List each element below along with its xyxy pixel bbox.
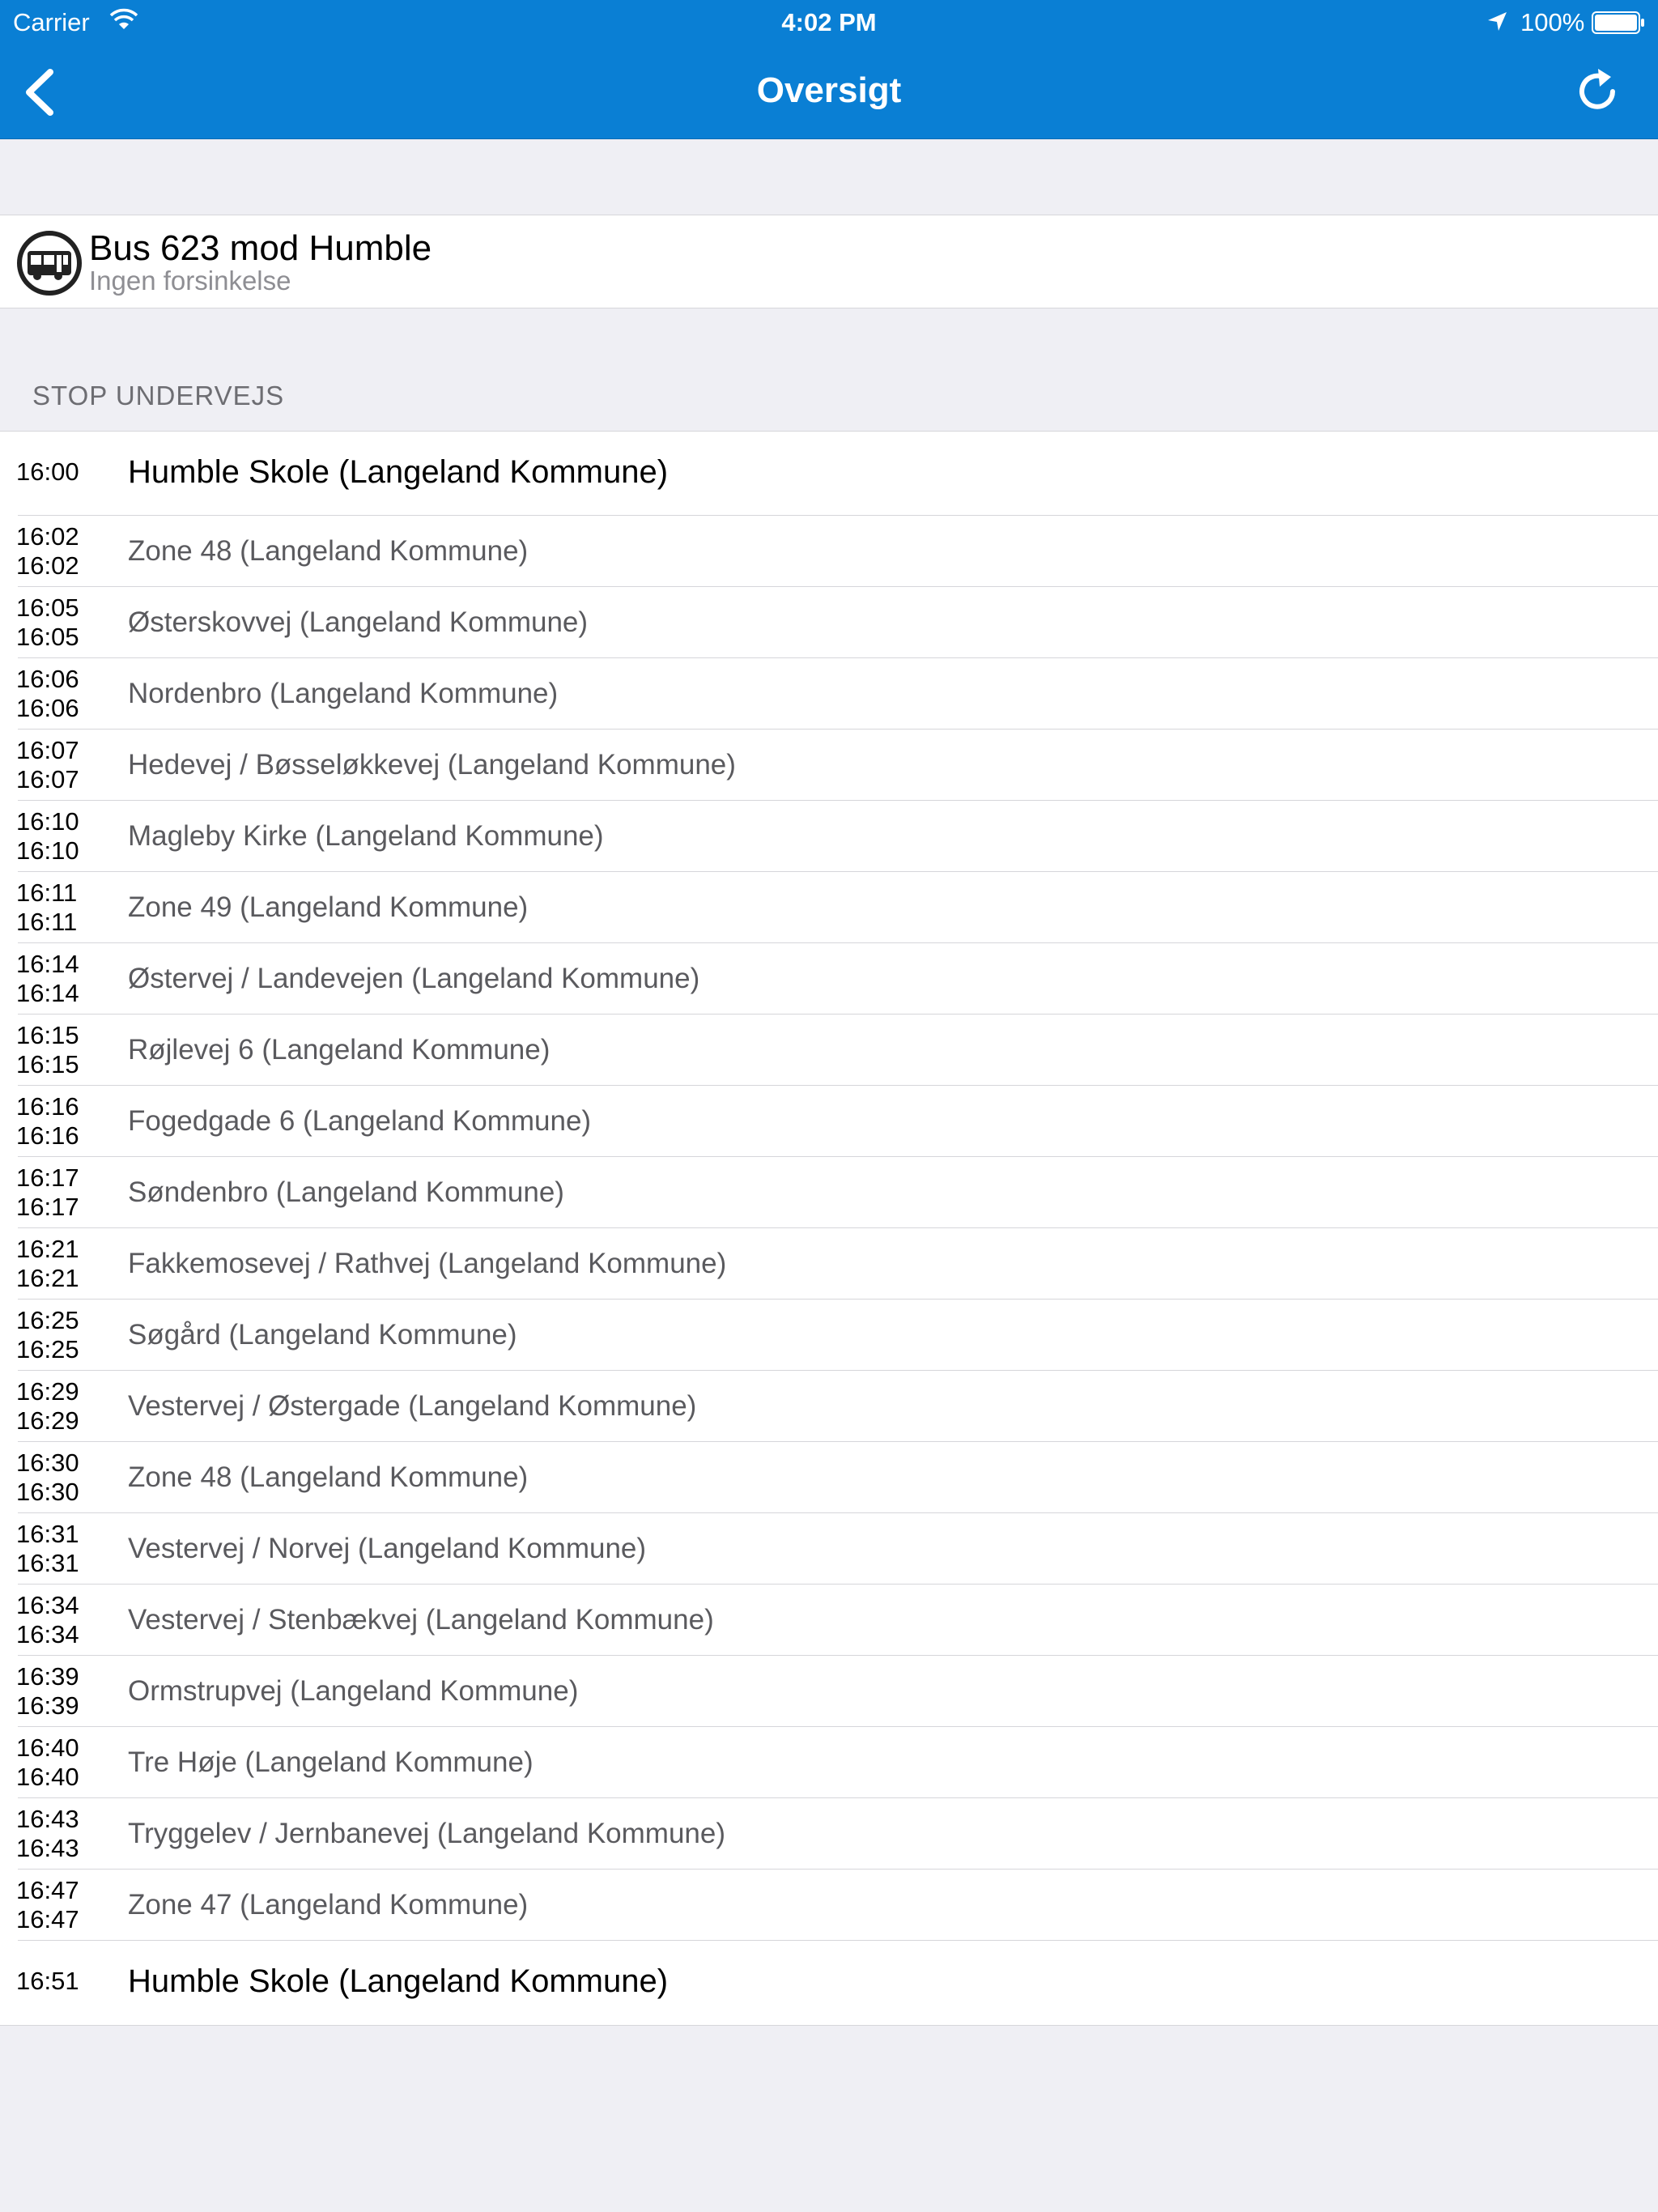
departure-time: 16:14 — [16, 979, 79, 1007]
arrival-time: 16:21 — [16, 1235, 79, 1263]
stop-times — [16, 1163, 79, 1222]
stop-times — [16, 950, 79, 1008]
bus-icon — [16, 230, 83, 296]
departure-time: 16:25 — [16, 1335, 79, 1363]
stop-name: Humble Skole (Langeland Kommune) — [128, 454, 669, 490]
stop-list — [0, 431, 1658, 2026]
departure-time: 16:43 — [16, 1834, 79, 1862]
stop-name: Røjlevej 6 (Langeland Kommune) — [128, 1034, 551, 1066]
departure-time: 16:02 — [16, 551, 79, 580]
stop-name: Vestervej / Norvej (Langeland Kommune) — [128, 1533, 647, 1564]
stop-row[interactable] — [0, 1727, 1658, 1798]
stop-times — [16, 1967, 79, 1996]
stop-row[interactable] — [0, 1513, 1658, 1585]
stop-row[interactable] — [0, 730, 1658, 801]
departure-time: 16:29 — [16, 1406, 79, 1435]
stop-name: Nordenbro (Langeland Kommune) — [128, 678, 559, 709]
stop-row-destination[interactable] — [0, 1941, 1658, 2025]
stop-name: Vestervej / Østergade (Langeland Kommune) — [128, 1390, 697, 1422]
stop-times — [16, 1733, 79, 1792]
arrival-time: 16:06 — [16, 665, 79, 693]
arrival-time: 16:34 — [16, 1591, 79, 1619]
arrival-time: 16:07 — [16, 736, 79, 764]
departure-time: 16:16 — [16, 1121, 79, 1150]
stop-times — [16, 1876, 79, 1934]
stop-name: Søgård (Langeland Kommune) — [128, 1319, 517, 1351]
stop-name: Zone 47 (Langeland Kommune) — [128, 1889, 529, 1921]
departure-time: 16:07 — [16, 765, 79, 793]
arrival-time: 16:17 — [16, 1163, 79, 1192]
stop-row[interactable] — [0, 1300, 1658, 1371]
battery-percent: 100% — [1520, 8, 1585, 36]
arrival-time: 16:30 — [16, 1448, 79, 1477]
stop-row[interactable] — [0, 1086, 1658, 1157]
arrival-time: 16:31 — [16, 1520, 79, 1548]
departure-time: 16:21 — [16, 1264, 79, 1292]
stop-row[interactable] — [0, 1228, 1658, 1300]
stop-times — [16, 878, 77, 937]
stop-row[interactable] — [0, 801, 1658, 872]
stop-times — [16, 1377, 79, 1436]
battery-icon — [1592, 11, 1645, 34]
status-bar — [0, 0, 1658, 45]
stop-times — [16, 1235, 79, 1293]
stop-times — [16, 1591, 79, 1649]
arrival-time: 16:40 — [16, 1733, 79, 1762]
stop-row[interactable] — [0, 1656, 1658, 1727]
stop-times — [16, 1662, 79, 1721]
departure-time: 16:10 — [16, 836, 79, 865]
stop-row[interactable] — [0, 1015, 1658, 1086]
stop-row[interactable] — [0, 1157, 1658, 1228]
departure-time: 16:30 — [16, 1478, 79, 1506]
stop-times — [16, 457, 79, 487]
departure-time: 16:47 — [16, 1905, 79, 1933]
arrival-time: 16:10 — [16, 807, 79, 836]
stop-name: Fakkemosevej / Rathvej (Langeland Kommune) — [128, 1248, 727, 1279]
stop-name: Østervej / Landevejen (Langeland Kommune) — [128, 963, 700, 994]
stop-times — [16, 522, 79, 581]
stop-row[interactable] — [0, 658, 1658, 730]
stop-row[interactable] — [0, 872, 1658, 943]
location-arrow-icon — [1485, 10, 1509, 34]
stop-name: Søndenbro (Langeland Kommune) — [128, 1176, 564, 1208]
departure-time: 16:15 — [16, 1050, 79, 1078]
stop-row[interactable] — [0, 587, 1658, 658]
arrival-time: 16:25 — [16, 1306, 79, 1334]
departure-time: 16:05 — [16, 623, 79, 651]
stop-row[interactable] — [0, 1371, 1658, 1442]
arrival-time: 16:05 — [16, 593, 79, 622]
stop-name: Tryggelev / Jernbanevej (Langeland Kommune) — [128, 1818, 726, 1849]
stop-times — [16, 1520, 79, 1578]
departure-time: 16:40 — [16, 1763, 79, 1791]
arrival-time: 16:14 — [16, 950, 79, 978]
stop-name: Fogedgade 6 (Langeland Kommune) — [128, 1105, 592, 1137]
stop-time: 16:51 — [16, 1967, 79, 1995]
stop-name: Vestervej / Stenbækvej (Langeland Kommune) — [128, 1604, 714, 1636]
refresh-icon[interactable] — [1571, 64, 1624, 117]
carrier-label: Carrier — [13, 8, 90, 36]
stop-name: Ormstrupvej (Langeland Kommune) — [128, 1675, 579, 1707]
arrival-time: 16:47 — [16, 1876, 79, 1904]
stop-name: Humble Skole (Langeland Kommune) — [128, 1963, 669, 1999]
navigation-bar — [0, 45, 1658, 139]
stop-row[interactable] — [0, 1585, 1658, 1656]
page-title: Oversigt — [756, 70, 902, 110]
stop-time: 16:00 — [16, 457, 79, 486]
departure-time: 16:17 — [16, 1193, 79, 1221]
stop-row[interactable] — [0, 1870, 1658, 1941]
arrival-time: 16:43 — [16, 1805, 79, 1833]
stop-name: Zone 48 (Langeland Kommune) — [128, 1461, 529, 1493]
departure-time: 16:34 — [16, 1620, 79, 1648]
arrival-time: 16:39 — [16, 1662, 79, 1691]
stop-row[interactable] — [0, 943, 1658, 1015]
departure-time: 16:39 — [16, 1691, 79, 1720]
arrival-time: 16:02 — [16, 522, 79, 551]
departure-time: 16:31 — [16, 1549, 79, 1577]
status-time: 4:02 PM — [781, 8, 877, 36]
section-header-stops: STOP UNDERVEJS — [32, 381, 285, 410]
stop-row[interactable] — [0, 1442, 1658, 1513]
departure-time: 16:06 — [16, 694, 79, 722]
stop-times — [16, 665, 79, 723]
stop-row[interactable] — [0, 516, 1658, 587]
stop-name: Tre Høje (Langeland Kommune) — [128, 1746, 534, 1778]
stop-name: Magleby Kirke (Langeland Kommune) — [128, 820, 604, 852]
delay-status: Ingen forsinkelse — [89, 266, 291, 296]
journey-summary — [0, 215, 1658, 308]
stop-times — [16, 1448, 79, 1507]
stop-row[interactable] — [0, 1798, 1658, 1870]
stop-times — [16, 736, 79, 794]
stop-times — [16, 1092, 79, 1151]
arrival-time: 16:29 — [16, 1377, 79, 1406]
stop-times — [16, 1021, 79, 1079]
departure-time: 16:11 — [16, 908, 78, 936]
stop-times — [16, 593, 79, 652]
arrival-time: 16:11 — [16, 878, 78, 907]
arrival-time: 16:15 — [16, 1021, 79, 1049]
stop-name: Zone 48 (Langeland Kommune) — [128, 535, 529, 567]
stop-name: Østerskovvej (Langeland Kommune) — [128, 606, 589, 638]
stop-times — [16, 1805, 79, 1863]
stop-row-origin[interactable] — [0, 432, 1658, 516]
stop-times — [16, 807, 79, 866]
stop-name: Hedevej / Bøsseløkkevej (Langeland Kommune) — [128, 749, 736, 781]
stop-times — [16, 1306, 79, 1364]
stop-name: Zone 49 (Langeland Kommune) — [128, 891, 529, 923]
journey-title: Bus 623 mod Humble — [89, 228, 432, 268]
arrival-time: 16:16 — [16, 1092, 79, 1121]
